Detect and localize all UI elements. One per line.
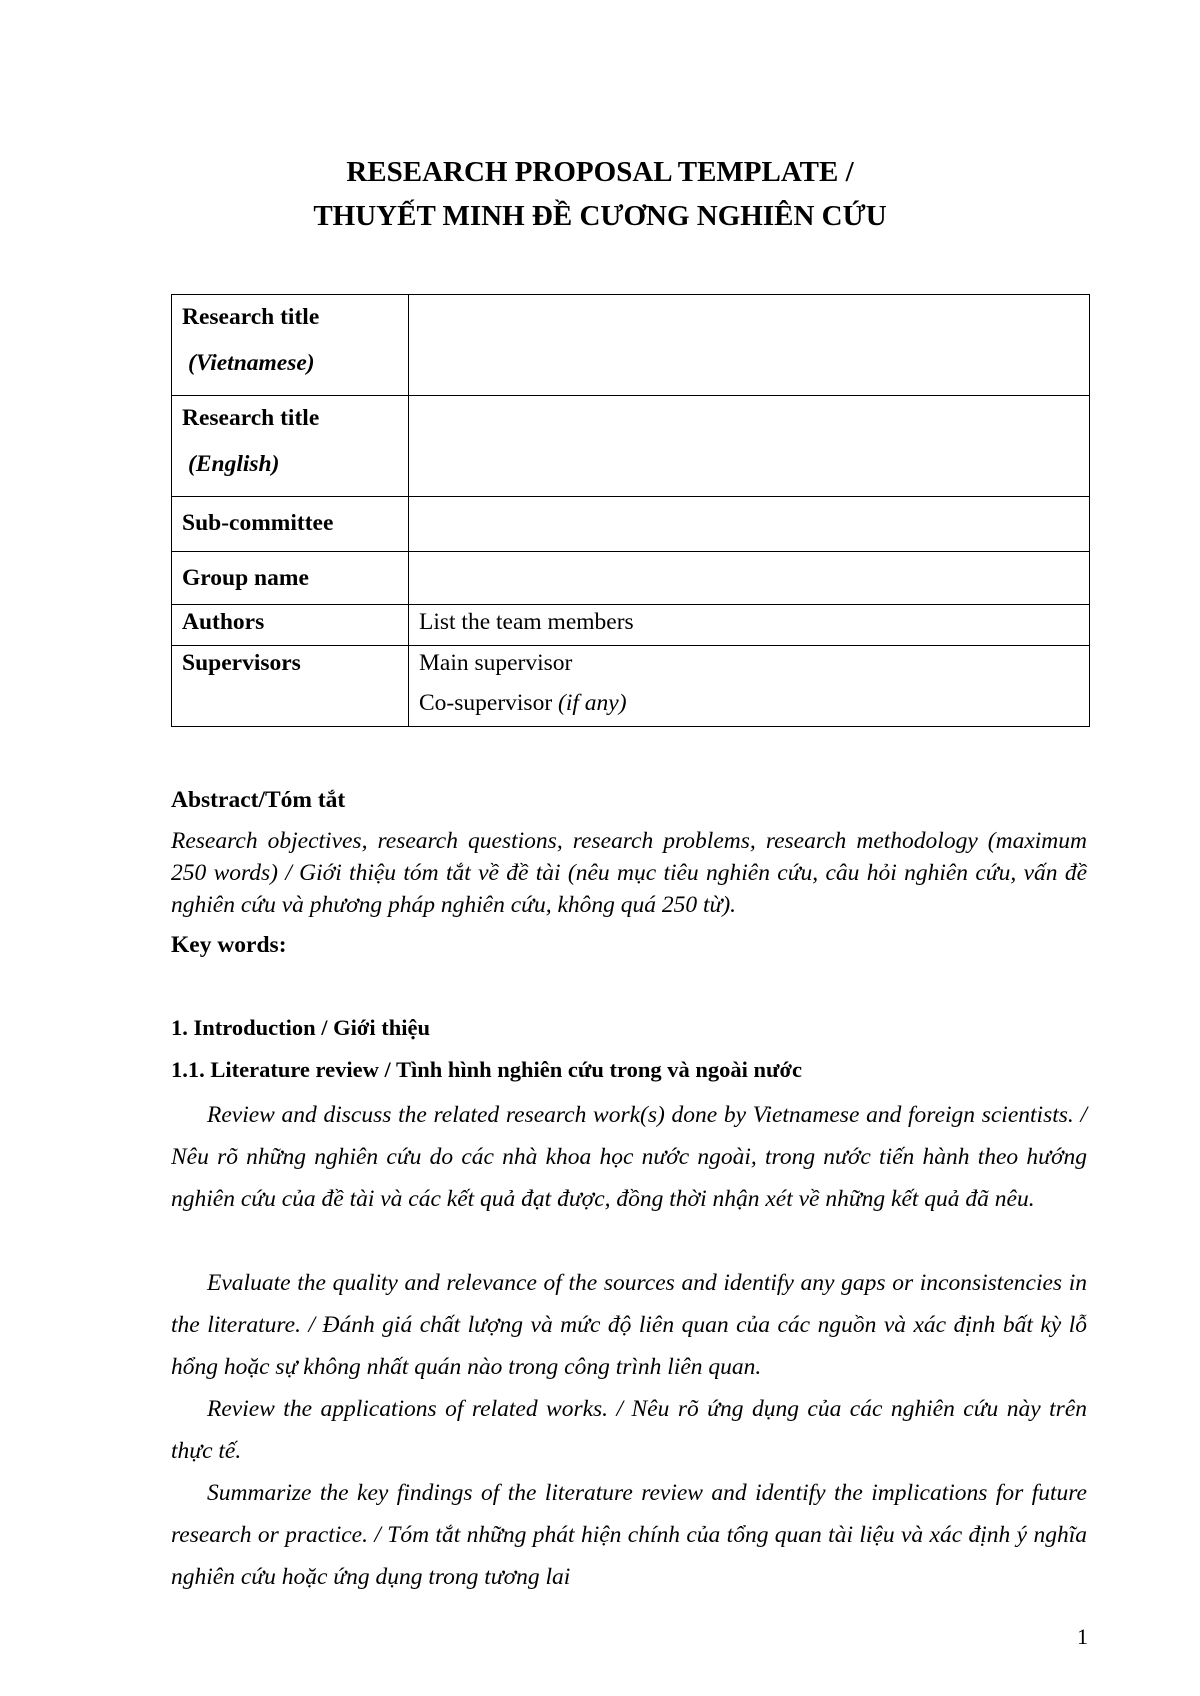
co-supervisor-value (419, 689, 1079, 718)
literature-paragraph: Review and discuss the related research work(s) done by Vietnamese and foreign scientists. / Nêu rõ những nghiên cứu do các nhà khoa học nước ngoài, trong nước tiến hành theo hướng nghiên cứu của đề tài và các kết quả đạt được, đồng thời nhận xét về những kết quả đã nêu. (171, 1102, 1087, 1212)
if-any-note: (if any) (558, 690, 627, 716)
table-row (172, 295, 1090, 396)
label-cell (172, 396, 409, 497)
row-label: Supervisors (182, 650, 301, 676)
label-cell (172, 646, 409, 727)
main-supervisor-value: Main supervisor (419, 650, 573, 676)
table-row (172, 552, 1090, 605)
section-heading: 1. Introduction / Giới thiệu (171, 1015, 430, 1040)
abstract-text: Research objectives, research questions, research problems, research methodology (maximum 250 words) / Giới thiệu tóm tắt về đề tài (nêu mục tiêu nghiên cứu, câu hỏi nghiên cứu, vấn đề nghiên cứu và phương pháp nghiên cứu, không quá 250 từ). (171, 828, 1087, 918)
row-label: Research title (182, 405, 320, 431)
authors-value: List the team members (419, 609, 634, 635)
literature-paragraph: Evaluate the quality and relevance of the sources and identify any gaps or inconsistencies in the literature. / Đánh giá chất lượng và mức độ liên quan của các nguồn và xác định bất kỳ lỗ hổng hoặc sự không nhất quán nào trong công trình liên quan. (171, 1270, 1087, 1380)
subsection-heading: 1.1. Literature review / Tình hình nghiên cứu trong và ngoài nước (171, 1057, 802, 1082)
label-cell (172, 497, 409, 552)
label-cell (172, 605, 409, 646)
table-row (172, 605, 1090, 646)
literature-paragraph: Summarize the key findings of the literature review and identify the implications for future research or practice. / Tóm tắt những phát hiện chính của tổng quan tài liệu và xác định ý nghĩa nghiên cứu hoặc ứng dụng trong tương lai (171, 1480, 1087, 1590)
authors-field[interactable] (409, 605, 1090, 646)
table-row (172, 497, 1090, 552)
research-title-vietnamese-field[interactable] (409, 295, 1090, 396)
label-cell (172, 295, 409, 396)
research-title-english-field[interactable] (409, 396, 1090, 497)
literature-paragraph: Review the applications of related works. / Nêu rõ ứng dụng của các nghiên cứu này trên thực tế. (171, 1396, 1087, 1464)
co-supervisor-text: Co-supervisor (419, 690, 559, 716)
page-number: 1 (1077, 1624, 1088, 1649)
row-label: Group name (182, 565, 309, 591)
row-label: Research title (182, 304, 320, 330)
keywords-label: Key words: (171, 932, 287, 958)
row-label: Authors (182, 609, 265, 635)
row-sublabel: (Vietnamese) (188, 350, 315, 376)
label-cell (172, 552, 409, 605)
supervisors-field[interactable] (409, 646, 1090, 727)
sub-committee-field[interactable] (409, 497, 1090, 552)
row-label: Sub-committee (182, 510, 334, 536)
info-table (171, 294, 1090, 727)
table-row (172, 646, 1090, 727)
group-name-field[interactable] (409, 552, 1090, 605)
document-title-line2: THUYẾT MINH ĐỀ CƯƠNG NGHIÊN CỨU (313, 200, 887, 232)
document-title-line1: RESEARCH PROPOSAL TEMPLATE / (346, 156, 854, 188)
table-row (172, 396, 1090, 497)
row-sublabel: (English) (188, 451, 280, 477)
abstract-heading: Abstract/Tóm tắt (171, 787, 346, 813)
